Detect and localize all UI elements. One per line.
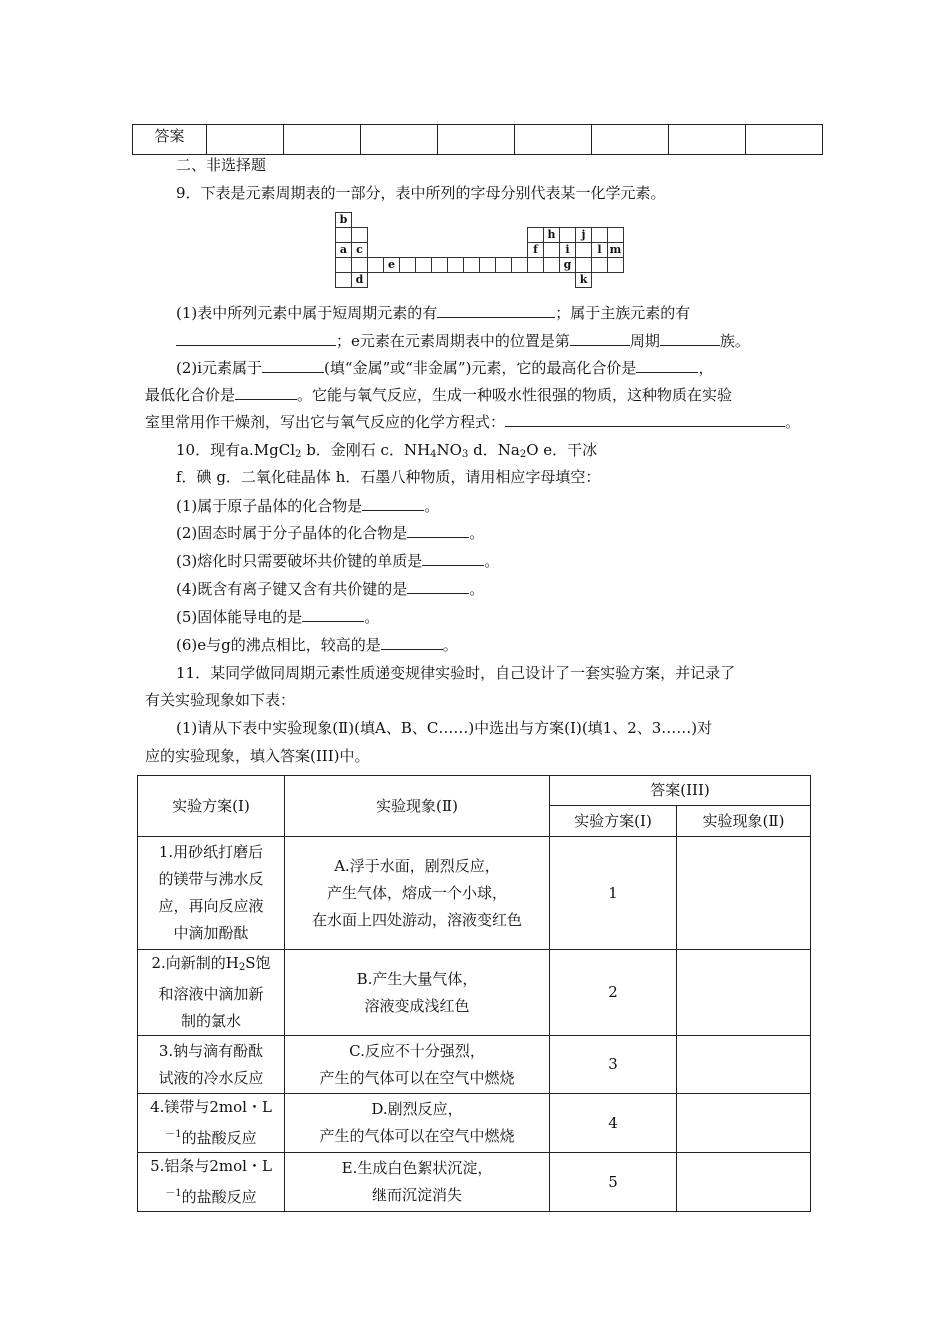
header-phenomenon: 实验现象(Ⅱ) [285, 776, 550, 837]
phen-line: D.剧烈反应， [371, 1100, 463, 1118]
plan-text: 的盐酸反应 [181, 1188, 257, 1206]
q10-item-3 [176, 550, 499, 571]
pt-cell [400, 258, 416, 273]
q9-part2-line1 [176, 357, 713, 378]
pt-cell [544, 258, 560, 273]
pt-cell [592, 228, 608, 243]
answer-plan-cell: 5 [550, 1153, 677, 1212]
q10-item-5 [176, 606, 379, 627]
phen-line: 溶液变成浅红色 [364, 996, 470, 1015]
header-plan: 实验方案(Ⅰ) [138, 776, 285, 837]
pt-cell [368, 258, 384, 273]
q11-stem-line2: 有关实验现象如下表： [145, 691, 296, 709]
plan-cell-2 [138, 950, 285, 1036]
answer-phenomenon-cell[interactable] [677, 1153, 811, 1212]
phenomenon-cell-C [285, 1036, 550, 1094]
q9-p1-text: ；e元素在元素周期表中的位置是第 [336, 332, 570, 350]
q10-text: NO [436, 441, 462, 459]
pt-cell [464, 258, 480, 273]
q9-part1-line2 [176, 330, 750, 351]
answer-cell[interactable] [746, 125, 823, 155]
answer-cell[interactable] [438, 125, 515, 155]
phenomenon-cell-A [285, 837, 550, 950]
pt-cell-k: k [576, 273, 592, 288]
q10-item-4 [176, 578, 484, 599]
q10-sub: 4 [430, 449, 437, 460]
pt-cell-i: i [560, 243, 576, 258]
phen-line: 在水面上四处游动，溶液变红色 [311, 910, 522, 929]
plan-line: 应，再向反应液 [158, 897, 264, 915]
pt-cell-a: a [336, 243, 352, 258]
plan-line: 试液的冷水反应 [158, 1068, 264, 1087]
q10-item-text: (3)熔化时只需要破坏共价键的单质是 [176, 552, 423, 570]
header-answer: 答案(III) [550, 776, 811, 806]
pt-cell-f: f [528, 243, 544, 258]
answer-label: 答案 [133, 125, 207, 155]
answer-blank[interactable] [176, 330, 336, 346]
q10-text: O e．干冰 [526, 441, 598, 459]
q9-p2-text: ， [698, 359, 714, 377]
answer-phenomenon-cell[interactable] [677, 1094, 811, 1153]
plan-line: 和溶液中滴加新 [158, 985, 264, 1003]
phen-line: B.产生大量气体， [356, 969, 478, 988]
answer-blank[interactable] [302, 606, 364, 622]
answer-phenomenon-cell[interactable] [677, 837, 811, 950]
pt-cell [512, 258, 528, 273]
answer-blank[interactable] [422, 550, 484, 566]
q9-p2-text: (2)i元素属于 [176, 359, 263, 377]
q9-p2-text: 室里常用作干燥剂，写出它与氧气反应的化学方程式： [145, 413, 506, 431]
phenomenon-cell-D [285, 1094, 550, 1153]
q10-item-text: (2)固态时属于分子晶体的化合物是 [176, 524, 408, 542]
plan-line: 4.镁带与2mol・L [150, 1098, 272, 1116]
plan-line: 3.钠与滴有酚酞 [158, 1041, 264, 1060]
q11-part1-line2: 应的实验现象，填入答案(III)中。 [145, 747, 370, 765]
q10-stem-line1 [176, 440, 597, 465]
plan-line [138, 950, 284, 981]
experiment-table [137, 775, 811, 1212]
pt-cell-e: e [384, 258, 400, 273]
answer-blank[interactable] [660, 330, 720, 346]
pt-cell-d: d [352, 273, 368, 288]
q9-p2-text: 。 [785, 413, 801, 431]
q10-item-2 [176, 522, 484, 543]
answer-blank[interactable] [437, 302, 555, 318]
plan-line: 的镁带与沸水反 [158, 870, 264, 888]
q9-p1-text: 周期 [629, 332, 660, 350]
q9-stem: 9．下表是元素周期表的一部分，表中所列的字母分别代表某一化学元素。 [176, 184, 666, 202]
answer-phenomenon-cell[interactable] [677, 1036, 811, 1094]
q10-sub: 3 [461, 449, 469, 460]
phenomenon-cell-B [285, 950, 550, 1036]
pt-cell [448, 258, 464, 273]
answer-cell[interactable] [592, 125, 669, 155]
plan-line: 1.用砂纸打磨后 [158, 843, 264, 861]
pt-cell [576, 258, 592, 273]
q10-item-text: (1)属于原子晶体的化合物是 [176, 497, 363, 515]
q10-end: 。 [364, 608, 380, 626]
q11-stem-line1: 11．某同学做同周期元素性质递变规律实验时，自己设计了一套实验方案，并记录了 [176, 664, 736, 682]
q9-p2-text: (填“金属”或“非金属”)元素，它的最高化合价是 [324, 359, 637, 377]
q10-stem-line2: f．碘 g．二氧化硅晶体 h．石墨八种物质，请用相应字母填空： [176, 468, 601, 486]
q9-part2-line2 [145, 384, 732, 405]
answer-cell[interactable] [669, 125, 746, 155]
q10-text: 10．现有a.MgCl [176, 441, 296, 459]
phen-line: 产生的气体可以在空气中燃烧 [319, 1068, 515, 1087]
phen-line: 产生气体，熔成一个小球， [326, 883, 507, 902]
phen-line: 继而沉淀消失 [371, 1186, 462, 1204]
answer-blank[interactable] [570, 330, 630, 346]
plan-cell-4 [138, 1094, 285, 1153]
q10-item-text: (4)既含有离子键又含有共价键的是 [176, 580, 408, 598]
answer-blank[interactable] [636, 357, 698, 373]
q9-p1-text: (1)表中所列元素中属于短周期元素的有 [176, 304, 438, 322]
plan-text: S [245, 954, 256, 972]
answer-blank[interactable] [235, 384, 297, 400]
plan-text: 饱 [255, 954, 271, 972]
pt-cell [496, 258, 512, 273]
plan-line: 5.铝条与2mol・L [150, 1157, 272, 1175]
answer-cell[interactable] [207, 125, 284, 155]
pt-cell [336, 228, 352, 243]
answer-phenomenon-cell[interactable] [677, 950, 811, 1036]
pt-cell [528, 228, 544, 243]
q9-part2-line3 [145, 411, 800, 432]
pt-cell-g: g [560, 258, 576, 273]
answer-cell[interactable] [515, 125, 592, 155]
q10-text: d．Na [468, 441, 520, 459]
plan-line: 制的氯水 [180, 1012, 241, 1030]
q10-sub: 2 [519, 449, 527, 460]
header-answer-plan: 实验方案(Ⅰ) [550, 806, 677, 837]
pt-cell [608, 258, 624, 273]
plan-cell-5 [138, 1153, 285, 1212]
phen-line: C.反应不十分强烈， [349, 1041, 485, 1060]
q10-item-text: (5)固体能导电的是 [176, 608, 303, 626]
q9-p2-text: 最低化合价是 [145, 386, 236, 404]
answer-blank[interactable] [262, 357, 324, 373]
section-title: 二、非选择题 [176, 156, 267, 174]
phen-line: 产生的气体可以在空气中燃烧 [319, 1127, 515, 1145]
pt-cell [336, 258, 352, 273]
plan-text: 的盐酸反应 [181, 1129, 257, 1147]
pt-cell-b: b [336, 213, 352, 228]
q9-part1-line1 [176, 302, 690, 323]
q9-p2-text: 。它能与氧气反应，生成一种吸水性很强的物质，这种物质在实验 [297, 386, 733, 404]
plan-cell-1 [138, 837, 285, 950]
answer-blank[interactable] [381, 634, 443, 650]
pt-cell [528, 258, 544, 273]
answer-blank[interactable] [362, 495, 424, 511]
answer-table [132, 124, 823, 155]
pt-cell [432, 258, 448, 273]
pt-cell-c: c [352, 243, 368, 258]
header-answer-phenomenon: 实验现象(Ⅱ) [677, 806, 811, 837]
plan-text: 2.向新制的H [151, 954, 239, 972]
pt-cell [544, 243, 560, 258]
q10-end: 。 [442, 636, 458, 654]
pt-cell-h: h [544, 228, 560, 243]
answer-cell[interactable] [284, 125, 361, 155]
pt-cell [336, 273, 352, 288]
q10-end: 。 [469, 580, 485, 598]
answer-plan-cell: 4 [550, 1094, 677, 1153]
pt-cell-m: m [608, 243, 624, 258]
pt-cell [592, 258, 608, 273]
q10-item-6 [176, 634, 458, 655]
plan-sup: －1 [165, 1129, 182, 1140]
q10-item-1 [176, 495, 439, 516]
pt-cell [352, 228, 368, 243]
answer-plan-cell: 1 [550, 837, 677, 950]
pt-cell [576, 243, 592, 258]
q10-end: 。 [424, 497, 440, 515]
plan-line [138, 1180, 284, 1211]
plan-line [138, 1121, 284, 1152]
q9-p1-text: ；属于主族元素的有 [555, 304, 691, 322]
q10-text: b．金刚石 c．NH [301, 441, 431, 459]
q10-sub: 2 [295, 449, 302, 460]
pt-cell-l: l [592, 243, 608, 258]
phenomenon-cell-E [285, 1153, 550, 1212]
answer-blank[interactable] [407, 522, 469, 538]
pt-cell-j: j [576, 228, 592, 243]
q11-part1-line1: (1)请从下表中实验现象(Ⅱ)(填A、B、C……)中选出与方案(Ⅰ)(填1、2、3……)对 [176, 719, 713, 737]
answer-plan-cell: 3 [550, 1036, 677, 1094]
q10-end: 。 [484, 552, 500, 570]
periodic-table-fragment [335, 212, 624, 288]
plan-sup: －1 [165, 1188, 182, 1199]
answer-blank[interactable] [407, 578, 469, 594]
pt-cell [416, 258, 432, 273]
plan-cell-3 [138, 1036, 285, 1094]
q9-p1-text: 族。 [719, 332, 750, 350]
pt-cell [608, 228, 624, 243]
answer-plan-cell: 2 [550, 950, 677, 1036]
phen-line: A.浮于水面，剧烈反应， [334, 856, 500, 875]
q10-item-text: (6)e与g的沸点相比，较高的是 [176, 636, 381, 654]
plan-line: 中滴加酚酞 [173, 924, 249, 942]
phen-line: E.生成白色絮状沉淀， [341, 1159, 493, 1177]
answer-cell[interactable] [361, 125, 438, 155]
pt-cell [560, 228, 576, 243]
plan-sub: 2 [238, 962, 246, 973]
pt-cell [480, 258, 496, 273]
q10-end: 。 [469, 524, 485, 542]
answer-blank[interactable] [505, 411, 785, 427]
pt-cell [352, 258, 368, 273]
